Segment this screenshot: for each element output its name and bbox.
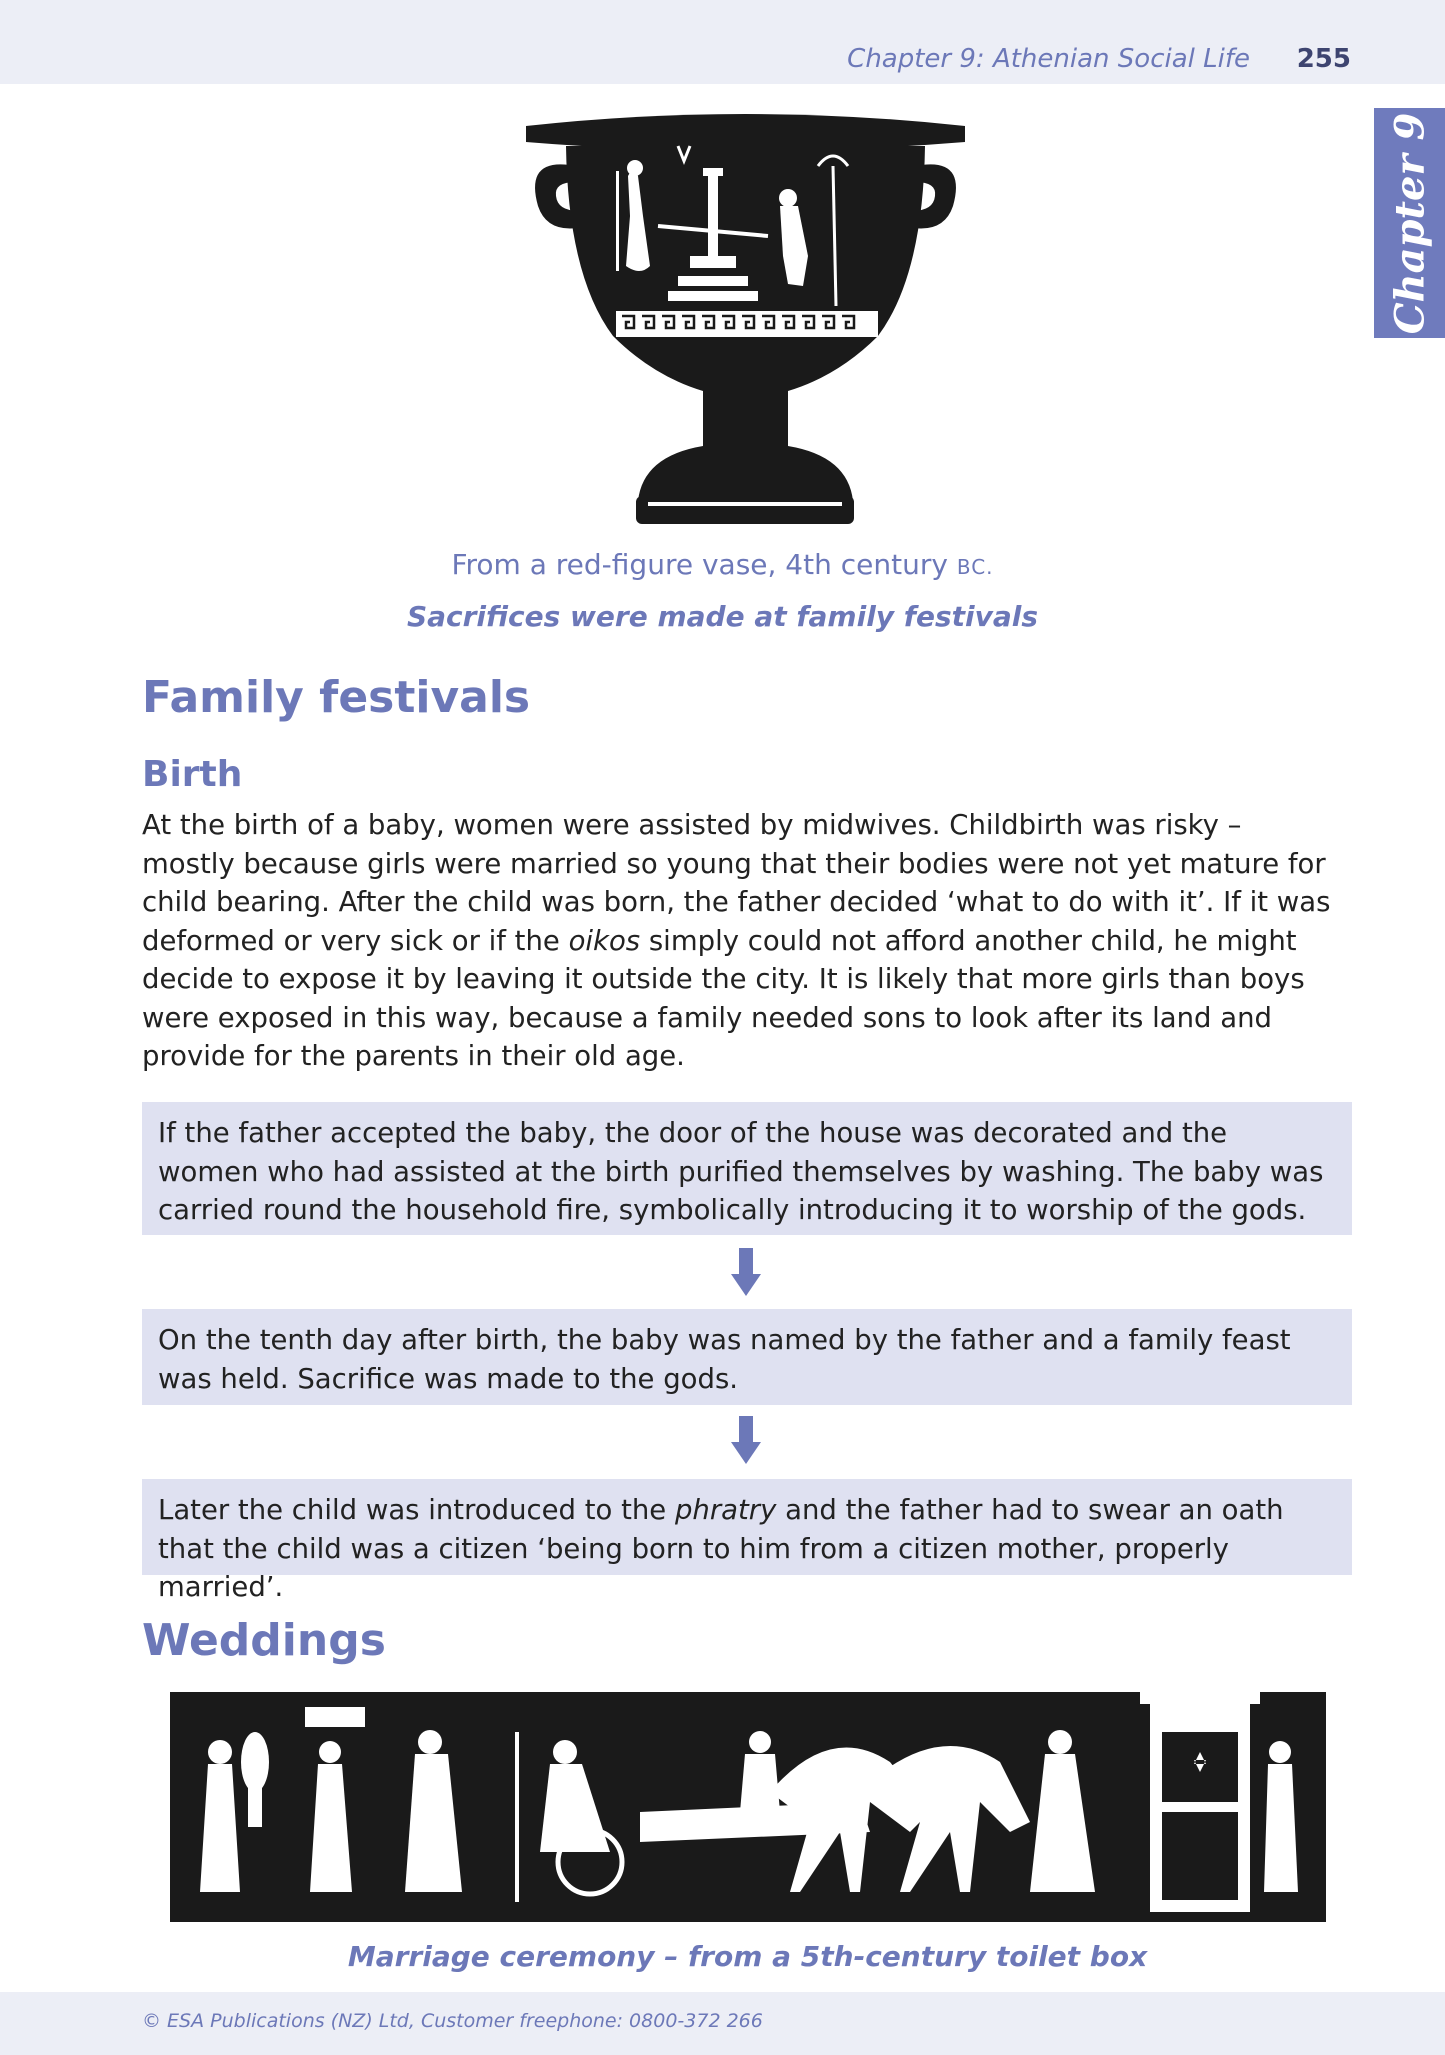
red-figure-vase-illustration xyxy=(518,106,973,531)
vase-caption-era: BC. xyxy=(956,555,994,579)
chapter-tab xyxy=(1374,108,1445,338)
section-heading-family-festivals: Family festivals xyxy=(142,672,531,723)
running-head: Chapter 9: Athenian Social Life xyxy=(847,44,1250,74)
flow-arrow-down-icon xyxy=(731,1248,761,1296)
footer-copyright: © ESA Publications (NZ) Ltd, Customer freephone: 0800-372 266 xyxy=(142,2010,763,2032)
section-heading-weddings: Weddings xyxy=(142,1615,386,1666)
birth-paragraph-part1: At the birth of a baby, women were assisted by midwives. Childbirth was risky – mostly because girls were married so young that their bodies were not yet mature for child bearing. After the child was born, the father decided ‘what to do with it’. If it was deformed or very sick or if the xyxy=(142,809,1331,957)
birth-paragraph xyxy=(142,806,1342,1076)
flow-box3-part2: and the father had to swear an oath that the child was a citizen ‘being born to him from a citizen mother, properly married’. xyxy=(158,1494,1284,1603)
vase-caption xyxy=(0,548,1445,581)
vase-caption-text: From a red-figure vase, 4th century xyxy=(451,548,957,581)
birth-paragraph-part2: simply could not afford another child, he might decide to expose it by leaving it outside the city. It is likely that more girls than boys were exposed in this way, because a family needed sons to look after its land and provide for the parents in their old age. xyxy=(142,924,1305,1072)
marriage-ceremony-frieze-illustration xyxy=(170,1692,1326,1922)
flow-box3-phratry: phratry xyxy=(674,1494,777,1526)
flow-box3-part1: Later the child was introduced to the xyxy=(158,1494,675,1526)
chapter-tab-label: Chapter 9 xyxy=(1386,112,1433,334)
birth-paragraph-oikos: oikos xyxy=(568,924,641,957)
flow-box-phratry xyxy=(142,1479,1352,1603)
flow-box-accepted: If the father accepted the baby, the door of the house was decorated and the women who had assisted at the birth purified themselves by washing. The baby was carried round the household fire, symbolically introducing it to worship of the gods. xyxy=(142,1102,1352,1235)
frieze-caption: Marriage ceremony – from a 5th-century toilet box xyxy=(347,1940,1148,1973)
vase-caption-title: Sacrifices were made at family festivals xyxy=(406,600,1039,633)
flow-arrow-down-icon xyxy=(731,1416,761,1464)
subheading-birth: Birth xyxy=(142,754,243,795)
page-number: 255 xyxy=(1296,44,1351,74)
flow-box-tenth-day: On the tenth day after birth, the baby was named by the father and a family feast was held. Sacrifice was made to the gods. xyxy=(142,1309,1352,1405)
